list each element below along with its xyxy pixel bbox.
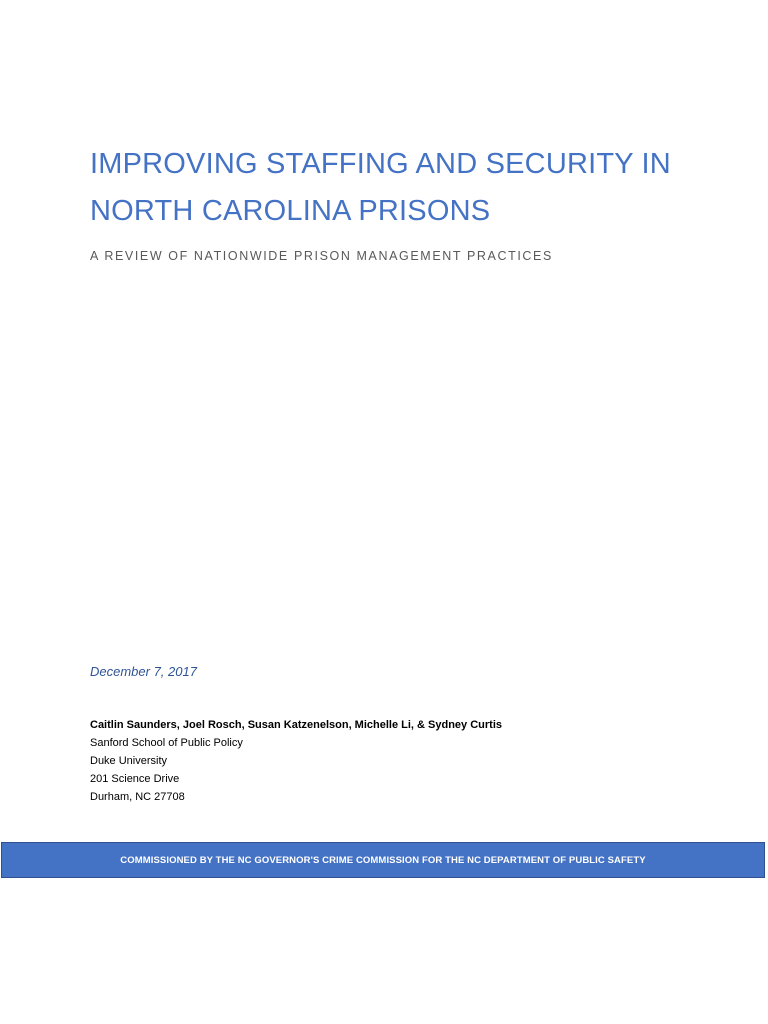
address-city: Durham, NC 27708 — [90, 791, 185, 803]
commission-banner — [1, 842, 765, 878]
report-title — [90, 141, 710, 235]
report-subtitle: A REVIEW OF NATIONWIDE PRISON MANAGEMENT PRACTICES — [90, 249, 553, 263]
commission-banner-text: COMMISSIONED BY THE NC GOVERNOR'S CRIME COMMISSION FOR THE NC DEPARTMENT OF PUBLIC SAFETY — [120, 854, 646, 866]
address-school: Sanford School of Public Policy — [90, 737, 243, 749]
report-title-line-1: IMPROVING STAFFING AND SECURITY IN — [90, 148, 671, 180]
author-block — [90, 716, 502, 806]
report-date: December 7, 2017 — [90, 664, 197, 679]
address-street: 201 Science Drive — [90, 773, 180, 785]
author-names: Caitlin Saunders, Joel Rosch, Susan Katzenelson, Michelle Li, & Sydney Curtis — [90, 719, 502, 731]
address-university: Duke University — [90, 755, 168, 767]
report-title-line-2: NORTH CAROLINA PRISONS — [90, 195, 491, 227]
